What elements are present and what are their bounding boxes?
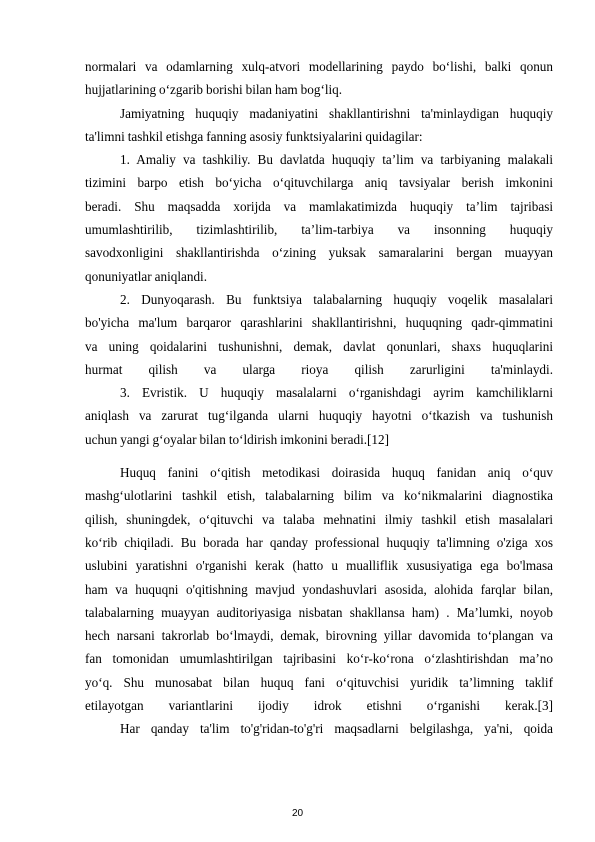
text-line: savodxonligini shakllantirishda o‘zining yuksak samaralarini bergan muayyan: [85, 245, 553, 261]
text-line: va uning qoidalarini tushunishni, demak, davlat qonunlari, shaxs huquqlarini: [85, 338, 553, 354]
text-line: qonuniyatlar aniqlandi.: [85, 268, 208, 284]
text-line: normalari va odamlarning xulq-atvori modellarining paydo bo‘lishi, balki qonun: [85, 59, 553, 74]
paragraph-gap: [85, 451, 553, 461]
text-line: mashg‘ulotlarini tashkil etish, talabalarning bilim va ko‘nikmalarini diagnostika: [85, 488, 553, 504]
paragraph: [85, 55, 553, 102]
text-line: etilayotgan variantlarini ijodiy idrok etishni o‘rganishi kerak.[3]: [85, 698, 553, 714]
text-line: ko‘rib chiqiladi. Bu borada har qanday professional huquqiy ta'limning o'ziga xos: [85, 534, 553, 550]
document-body: [85, 55, 553, 741]
paragraph: [85, 148, 553, 288]
paragraph: [85, 717, 553, 740]
text-line: tizimini barpo etish bo‘yicha o‘qituvchilarga aniq tavsiyalar berish imkonini: [85, 175, 553, 191]
text-line: yo‘q. Shu munosabat bilan huquq fani o‘qituvchisi yuridik ta’limning taklif: [85, 674, 553, 690]
paragraph: [85, 461, 553, 717]
text-line: beradi. Shu maqsadda xorijda va mamlakatimizda huquqiy ta’lim tajribasi: [85, 198, 553, 214]
text-line: hurmat qilish va ularga rioya qilish zarurligini ta'minlaydi.: [85, 361, 553, 377]
text-line: Jamiyatning huquqiy madaniyatini shakllantirishni ta'minlaydigan huquqiy: [120, 105, 553, 121]
text-line: 3. Evristik. U huquqiy masalalarni o‘rganishdagi ayrim kamchiliklarni: [120, 385, 553, 401]
text-line: Huquq fanini o‘qitish metodikasi doirasida huquq fanidan aniq o‘quv: [120, 465, 553, 481]
text-line: Har qanday ta'lim to'g'ridan-to'g'ri maqsadlarni belgilashga, ya'ni, qoida: [120, 721, 553, 737]
text-line: ta'limni tashkil etishga fanning asosiy funktsiyalarini quidagilar:: [85, 128, 423, 144]
text-line: bo'yicha ma'lum barqaror qarashlarini shakllantirishni, huquqning qadr-qimmatini: [85, 315, 553, 331]
text-line: hech narsani takrorlab bo‘lmaydi, demak, birovning yillar davomida to‘plangan va: [85, 628, 553, 644]
text-line: talabalarning muayyan auditoriyasiga nisbatan shakllansa ham) . Ma’lumki, noyob: [85, 604, 553, 620]
page-number: 20: [291, 808, 304, 819]
text-line: hujjatlarining o‘zgarib borishi bilan ham bog‘liq.: [85, 82, 343, 98]
paragraph: [85, 102, 553, 149]
paragraph: [85, 288, 553, 381]
text-line: ham va huquqni o'qitishning mavjud yondashuvlari asosida, alohida farqlar bilan,: [85, 581, 553, 597]
text-line: qilish, shuningdek, o‘qituvchi va talaba mehnatini ilmiy tashkil etish masalalari: [85, 511, 553, 527]
paragraph: [85, 381, 553, 451]
text-line: aniqlash va zarurat tug‘ilganda ularni huquqiy hayotni o‘tkazish va tushunish: [85, 408, 553, 424]
text-line: 2. Dunyoqarash. Bu funktsiya talabalarning huquqiy voqelik masalalari: [120, 291, 553, 307]
text-line: uslubini yaratishni o'rganishi kerak (hatto u mualliflik xususiyatiga ega bo'lmasa: [85, 558, 553, 574]
text-line: fan tomonidan umumlashtirilgan tajribasini ko‘r-ko‘rona o‘zlashtirishdan ma’no: [85, 651, 553, 667]
text-line: uchun yangi g‘oyalar bilan to‘ldirish imkonini beradi.[12]: [85, 431, 390, 447]
text-line: umumlashtirilib, tizimlashtirilib, ta’lim-tarbiya va insonning huquqiy: [85, 222, 553, 238]
text-line: 1. Amaliy va tashkiliy. Bu davlatda huquqiy ta’lim va tarbiyaning malakali: [120, 152, 553, 168]
